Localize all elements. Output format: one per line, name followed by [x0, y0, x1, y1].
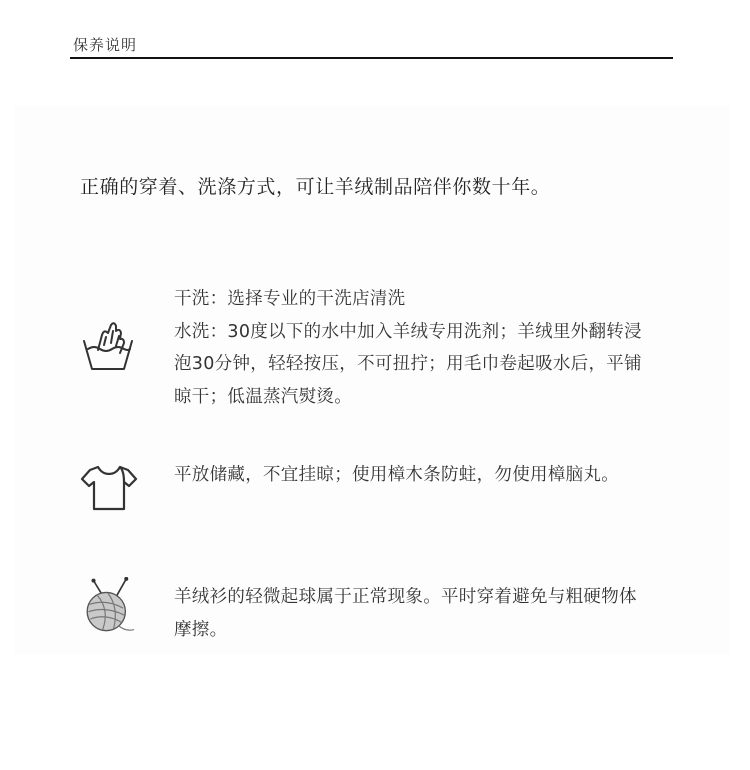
water-wash-text: 水洗：30度以下的水中加入羊绒专用洗剂；羊绒里外翻转浸泡30分钟，轻轻按压，不可扭拧；用毛巾卷起吸水后，平铺晾干；低温蒸汽熨烫。	[174, 321, 642, 407]
section-title: 保养说明	[73, 36, 138, 54]
pilling-text: 羊绒衫的轻微起球属于正常现象。平时穿着避免与粗硬物体摩擦。	[174, 587, 637, 640]
section-header	[70, 30, 673, 59]
t-shirt-icon	[80, 459, 138, 519]
dry-clean-text: 干洗：选择专业的干洗店清洗	[174, 289, 406, 309]
storage-text: 平放储藏，不宜挂晾；使用樟木条防蛀，勿使用樟脑丸。	[174, 465, 619, 485]
washing-instructions	[174, 283, 644, 413]
hand-wash-icon	[80, 319, 138, 379]
intro-text: 正确的穿着、洗涤方式，可让羊绒制品陪伴你数十年。	[80, 176, 551, 198]
yarn-ball-icon	[80, 577, 138, 637]
pilling-note	[174, 581, 644, 646]
storage-instructions	[174, 459, 644, 492]
